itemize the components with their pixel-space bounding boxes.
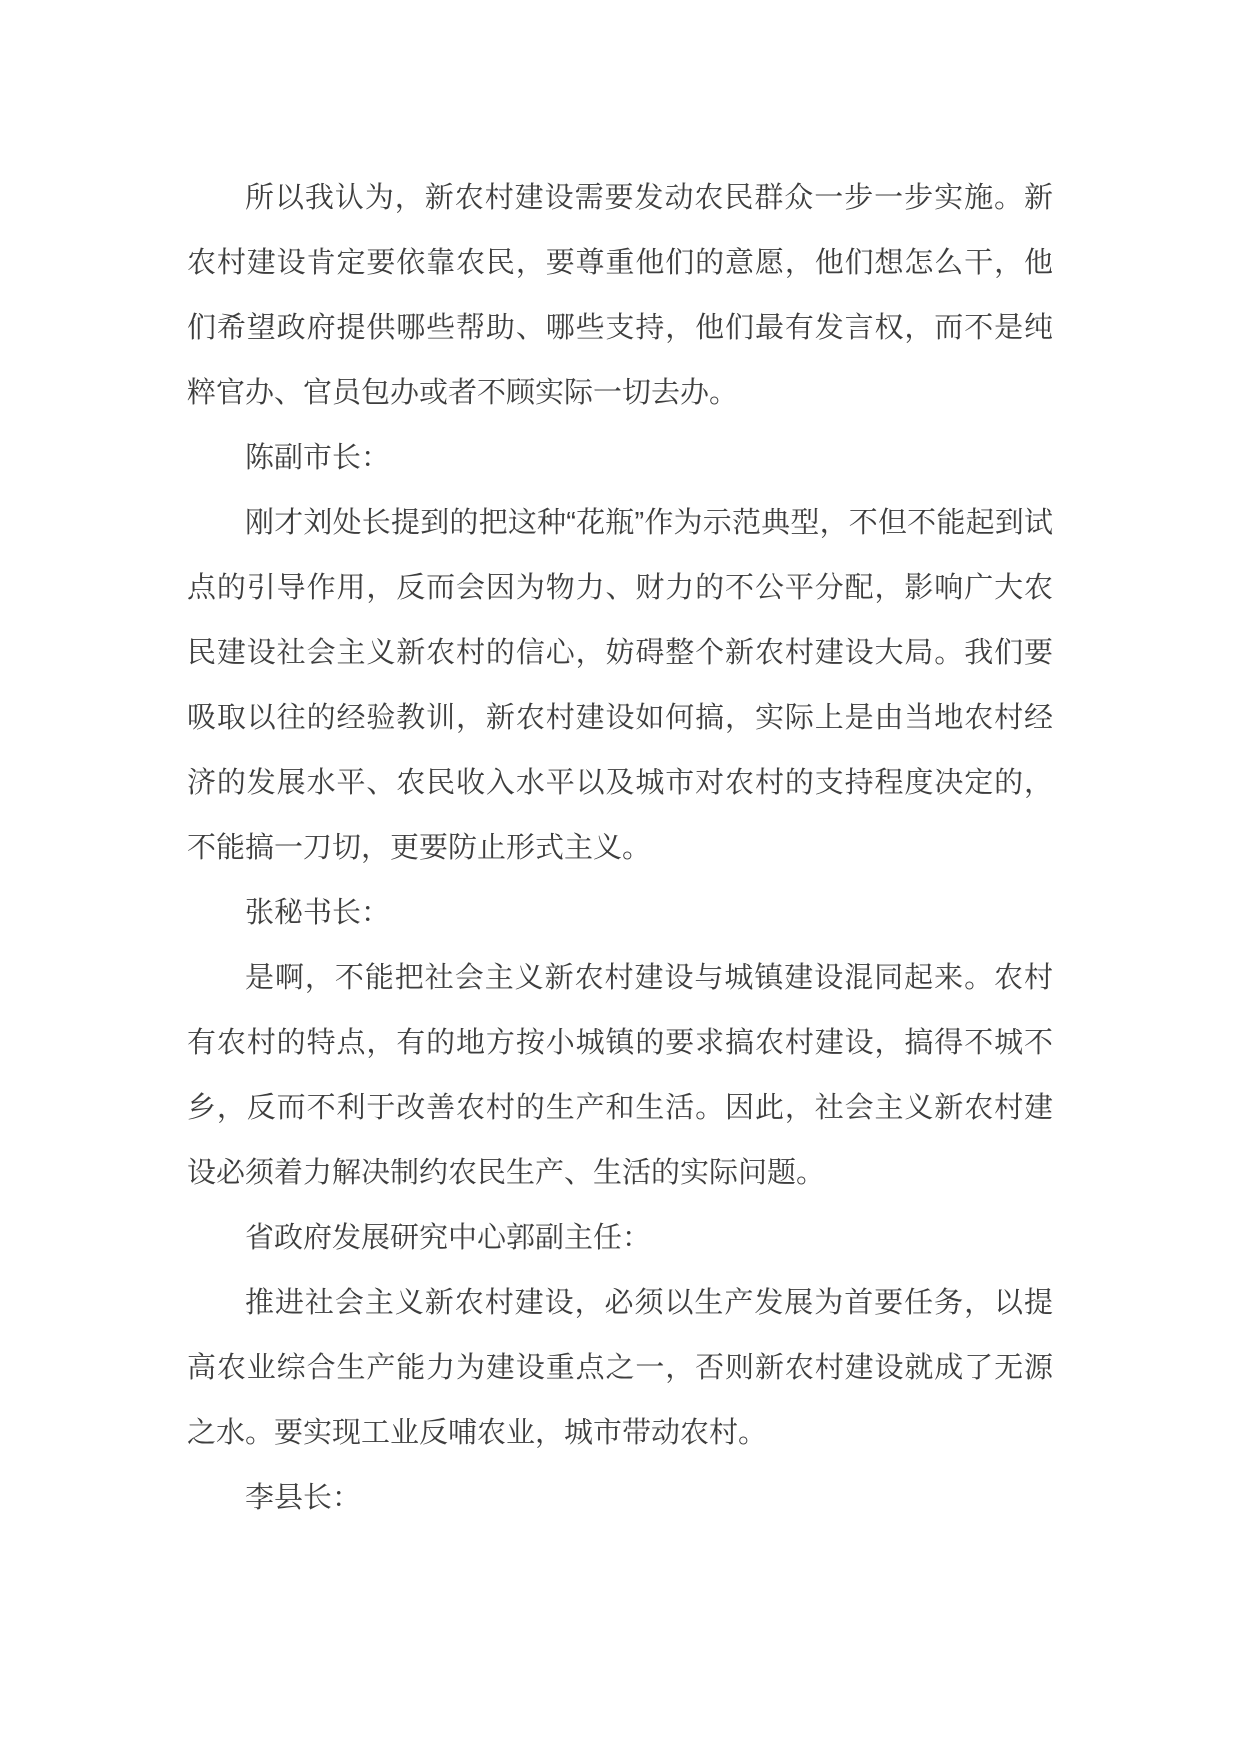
speaker-label: 陈副市长： — [245, 442, 391, 474]
speaker-label: 张秘书长： — [245, 897, 391, 929]
speaker-label: 李县长： — [245, 1482, 362, 1514]
paragraph-dialogue: 所以我认为，新农村建设需要发动农民群众一步一步实施。新农村建设肯定要依靠农民，要尊重他们的意愿，他们想怎么干，他们希望政府提供哪些帮助、哪些支持，他们最有发言权，而不是纯粹官办、官员包办或者不顾实际一切去办。 — [187, 182, 1053, 409]
paragraph-dialogue: 是啊，不能把社会主义新农村建设与城镇建设混同起来。农村有农村的特点，有的地方按小城镇的要求搞农村建设，搞得不城不乡，反而不利于改善农村的生产和生活。因此，社会主义新农村建设必须着力解决制约农民生产、生活的实际问题。 — [187, 962, 1053, 1189]
paragraph-dialogue: 推进社会主义新农村建设，必须以生产发展为首要任务，以提高农业综合生产能力为建设重点之一，否则新农村建设就成了无源之水。要实现工业反哺农业，城市带动农村。 — [187, 1287, 1053, 1449]
paragraph-dialogue: 刚才刘处长提到的把这种“花瓶”作为示范典型，不但不能起到试点的引导作用，反而会因为物力、财力的不公平分配，影响广大农民建设社会主义新农村的信心，妨碍整个新农村建设大局。我们要吸取以往的经验教训，新农村建设如何搞，实际上是由当地农村经济的发展水平、农民收入水平以及城市对农村的支持程度决定的，不能搞一刀切，更要防止形式主义。 — [187, 507, 1053, 864]
speaker-label: 省政府发展研究中心郭副主任： — [245, 1222, 652, 1254]
document-body — [187, 166, 1053, 1531]
